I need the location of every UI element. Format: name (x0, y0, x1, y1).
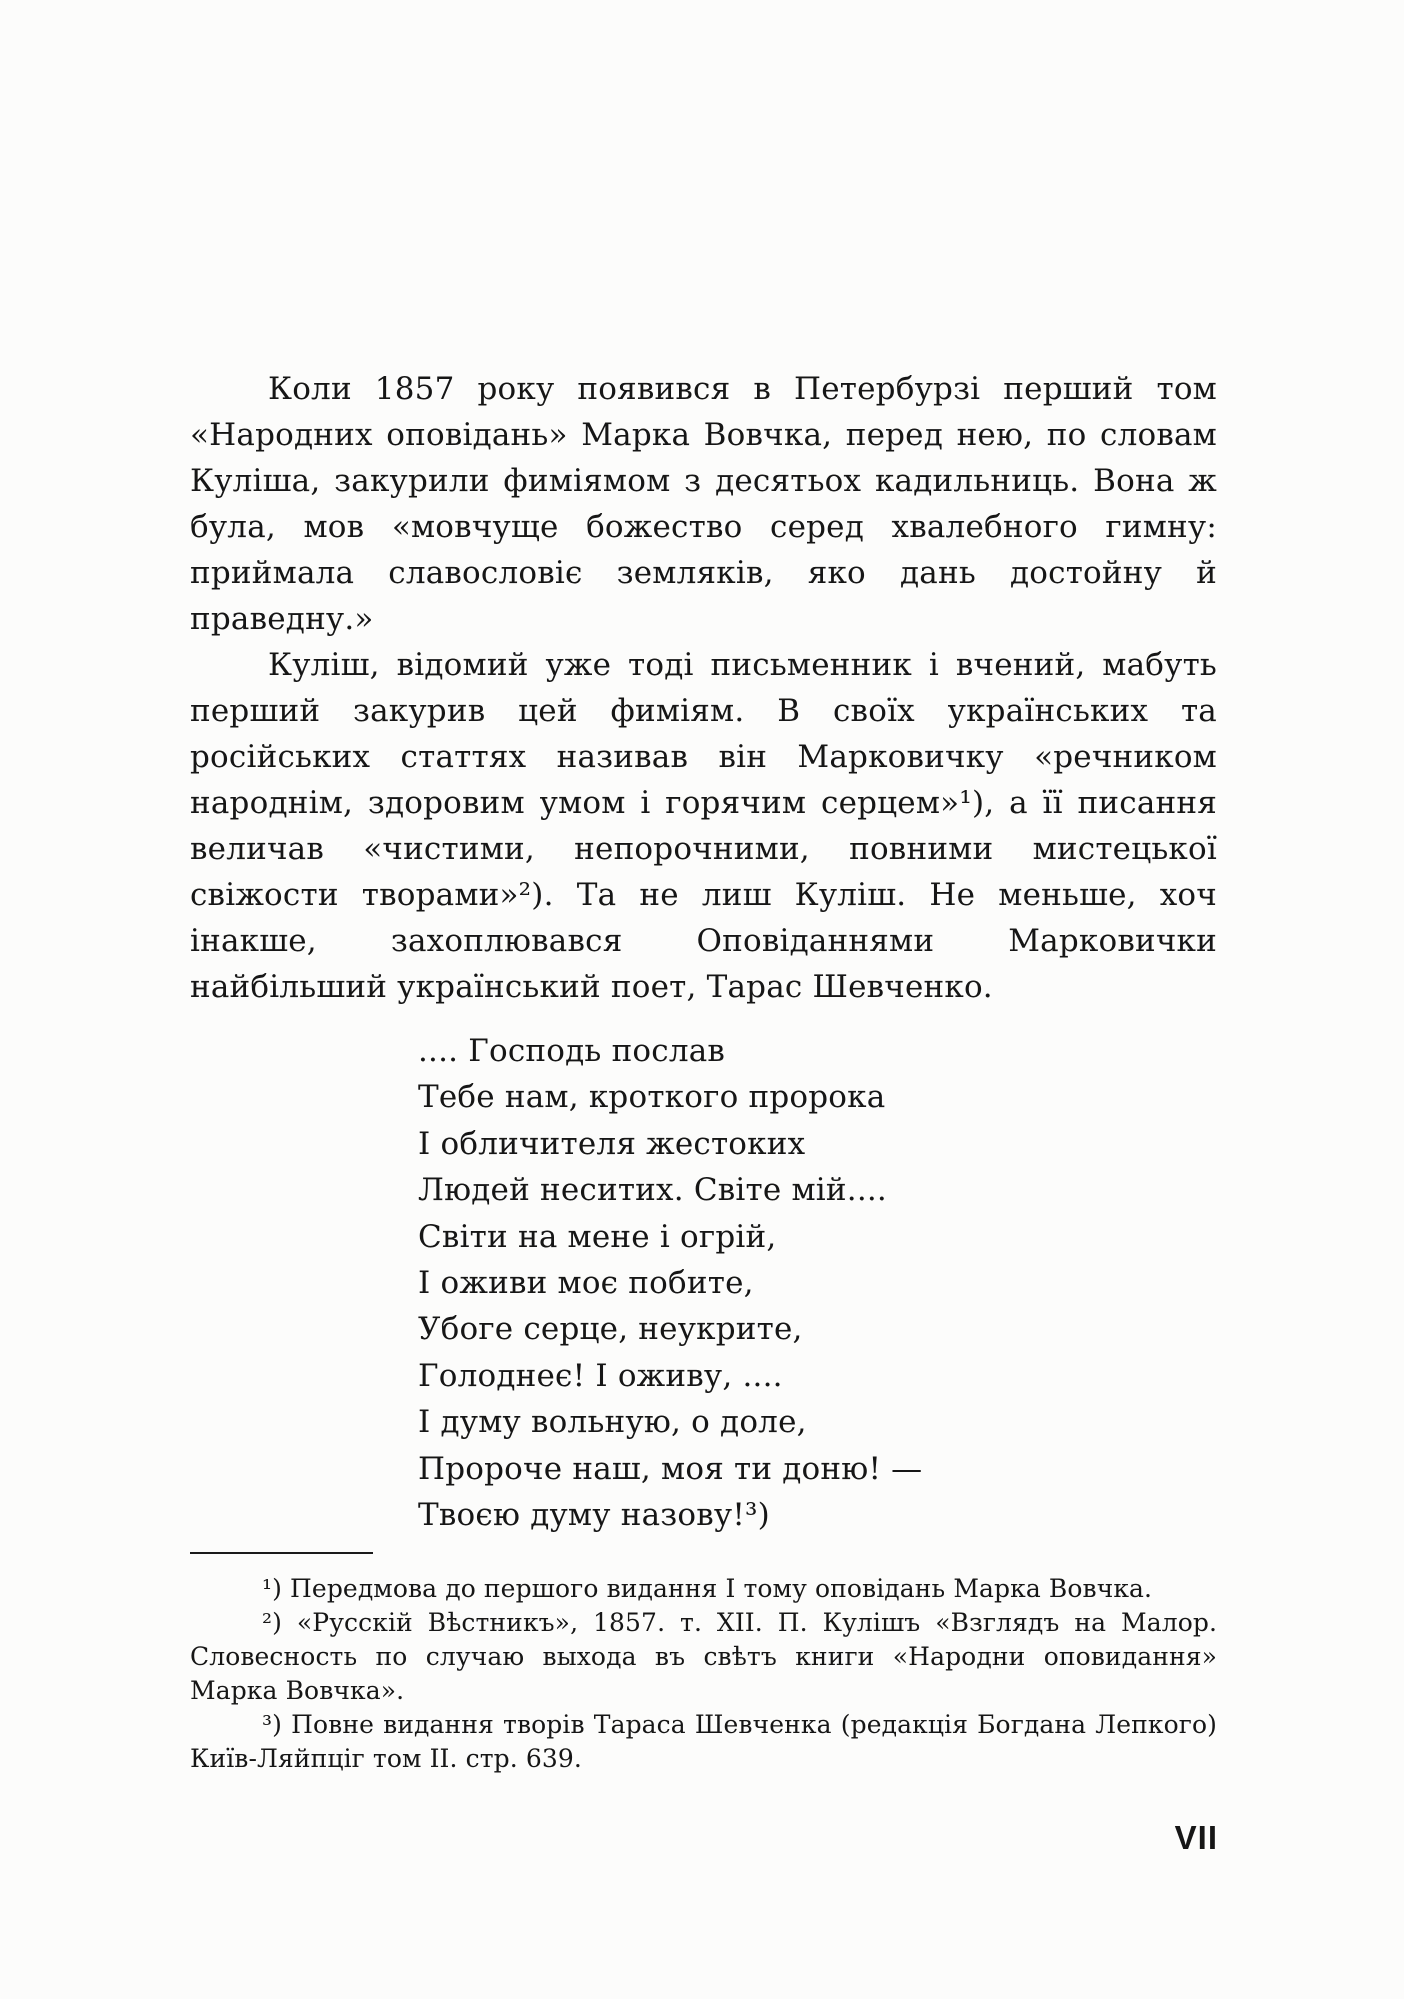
verse-line-4: Людей неситих. Світе мій.... (418, 1172, 887, 1209)
verse-line-5: Світи на мене і огрій, (418, 1218, 777, 1255)
footnote-divider (190, 1552, 373, 1554)
verse-line-10: Пророче наш, моя ти доню! — (418, 1450, 923, 1487)
footnote-1: ¹) Передмова до першого видання І тому оповідань Марка Вовчка. (262, 1574, 1153, 1603)
paragraph-1: Коли 1857 року появився в Петербурзі перший том «Народних оповідань» Марка Вовчка, перед нею, по словам Куліша, закурили фиміямом з десятьох кадильниць. Вона ж була, мов «мовчуще божество серед хвалебного гимну: приймала славословіє земляків, яко дань достойну й праведну.» (190, 371, 1217, 637)
verse-line-11: Твоєю думу назову!³) (418, 1497, 770, 1534)
verse-line-1: .... Господь послав (418, 1033, 726, 1069)
footnotes (190, 1572, 1217, 1776)
verse-line-7: Убоге серце, неукрите, (418, 1311, 803, 1348)
verse-line-9: І думу вольную, о доле, (418, 1404, 807, 1441)
verse-line-3: І обличителя жестоких (418, 1125, 806, 1162)
main-text (190, 366, 1217, 1010)
poem-quote (418, 1028, 1138, 1538)
verse-line-2: Тебе нам, кроткого пророка (418, 1079, 886, 1116)
verse-line-8: Голоднеє! І оживу, .... (418, 1357, 783, 1394)
verse-line-6: І оживи моє побите, (418, 1265, 754, 1302)
footnote-3: ³) Повне видання творів Тараса Шевченка (редакція Богдана Лепкого) Київ-Ляйпціг том II. стр. 639. (190, 1710, 1217, 1773)
footnote-2: ²) «Русскій Вѣстникъ», 1857. т. ХІІ. П. Кулішъ «Взглядъ на Малор. Словесность по случаю выхода въ свѣтъ книги «Народни оповидання» Марка Вовчка». (190, 1608, 1217, 1705)
page-number: VII (1174, 1819, 1218, 1856)
paragraph-2: Куліш, відомий уже тоді письменник і вчений, мабуть перший закурив цей фиміям. В своїх українських та російських статтях називав він Марковичку «речником народнім, здоровим умом і горячим серцем»¹), а її писання величав «чистими, непорочними, повними мистецької свіжости творами»²). Та не лиш Куліш. Не меньше, хоч інакше, захоплювався Оповіданнями Марковички найбільший український поет, Тарас Шевченко. (190, 647, 1217, 1005)
